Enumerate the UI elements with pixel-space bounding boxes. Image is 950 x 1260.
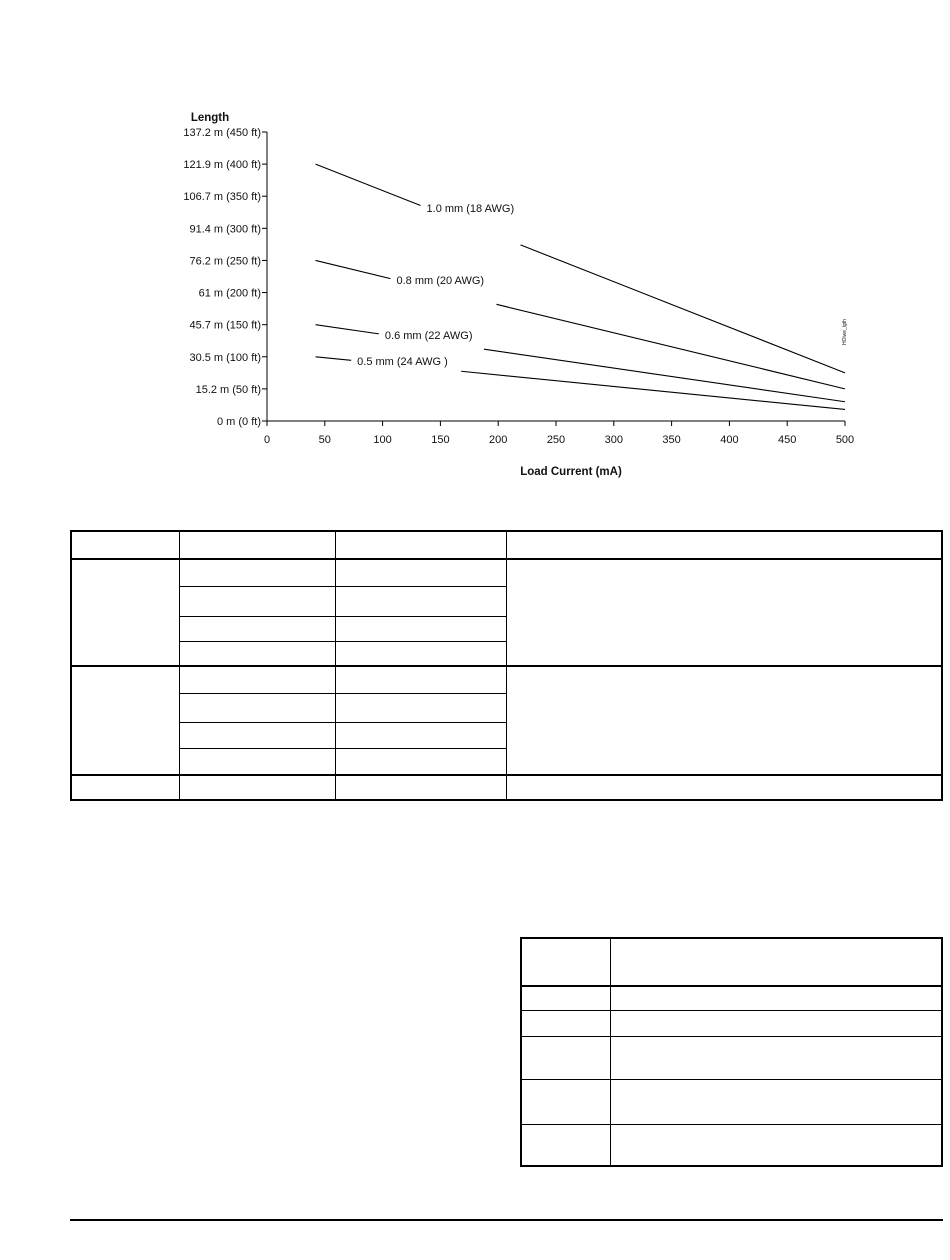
- series-label: 1.0 mm (18 AWG): [426, 202, 515, 215]
- y-tick-label: 91.4 m (300 ft): [189, 223, 261, 236]
- table-cell: [506, 775, 942, 800]
- x-tick-labels: [264, 421, 854, 446]
- chart-axes: [267, 132, 845, 421]
- table-cell: [335, 666, 506, 693]
- table-cell: [179, 693, 335, 722]
- table-cell: [335, 722, 506, 748]
- wire-spec-table: [70, 530, 943, 801]
- table-cell: [335, 693, 506, 722]
- x-tick-label: 150: [431, 434, 450, 446]
- table-row: [71, 775, 942, 800]
- table-row: [521, 1010, 942, 1036]
- y-axis-title: Length: [190, 112, 230, 124]
- x-tick-label: 300: [604, 434, 623, 446]
- table-cell: [506, 559, 942, 666]
- table-cell: [610, 1079, 942, 1124]
- figure-id-watermark: HOiwe_lgth: [842, 319, 848, 345]
- table-row: [521, 1036, 942, 1079]
- table-cell: [179, 748, 335, 775]
- y-tick-labels: [183, 127, 267, 428]
- table-cell: [521, 1010, 610, 1036]
- x-tick-label: 350: [662, 434, 681, 446]
- table-cell: [179, 666, 335, 693]
- x-axis-title: Load Current (mA): [520, 466, 622, 478]
- table-header-cell: [506, 531, 942, 559]
- table-cell: [179, 559, 335, 586]
- terminal-table: [520, 937, 943, 1167]
- series-label: 0.6 mm (22 AWG): [384, 329, 473, 342]
- table-row: [521, 986, 942, 1010]
- table-row: [71, 559, 942, 586]
- table-cell: [179, 586, 335, 616]
- y-tick-label: 106.7 m (350 ft): [183, 191, 261, 204]
- y-tick-label: 15.2 m (50 ft): [195, 383, 261, 396]
- series-lines: [316, 164, 845, 409]
- x-tick-label: 50: [318, 434, 331, 446]
- series-labels: [357, 203, 514, 368]
- table-cell: [335, 586, 506, 616]
- y-tick-label: 61 m (200 ft): [198, 287, 261, 300]
- y-tick-label: 0 m (0 ft): [216, 416, 261, 428]
- table-header-cell: [610, 938, 942, 986]
- x-tick-label: 500: [835, 434, 855, 446]
- table-cell: [71, 559, 179, 666]
- table-header-row: [521, 938, 942, 986]
- x-tick-label: 200: [489, 434, 508, 446]
- x-tick-label: 0: [263, 434, 271, 446]
- wire-length-chart: [0, 0, 950, 500]
- table-cell: [521, 1124, 610, 1166]
- y-tick-label: 121.9 m (400 ft): [183, 159, 261, 172]
- table-cell: [610, 1036, 942, 1079]
- table-cell: [521, 1079, 610, 1124]
- table-cell: [610, 1010, 942, 1036]
- y-tick-label: 45.7 m (150 ft): [189, 319, 261, 332]
- table-cell: [335, 775, 506, 800]
- x-tick-label: 400: [720, 434, 739, 446]
- y-tick-label: 76.2 m (250 ft): [189, 255, 261, 268]
- table-cell: [506, 666, 942, 775]
- table-cell: [71, 775, 179, 800]
- table-cell: [179, 722, 335, 748]
- table-cell: [179, 775, 335, 800]
- series-label: 0.8 mm (20 AWG): [396, 275, 485, 288]
- table-cell: [335, 616, 506, 641]
- series-label: 0.5 mm (24 AWG ): [357, 355, 448, 368]
- table-header-row: [71, 531, 942, 559]
- table-cell: [335, 748, 506, 775]
- table-cell: [335, 559, 506, 586]
- table-row: [521, 1124, 942, 1166]
- table-cell: [71, 666, 179, 775]
- table-header-cell: [335, 531, 506, 559]
- table-header-cell: [521, 938, 610, 986]
- x-tick-label: 100: [373, 434, 392, 446]
- x-tick-label: 450: [778, 434, 797, 446]
- table-row: [71, 666, 942, 693]
- table-cell: [610, 1124, 942, 1166]
- table-cell: [521, 1036, 610, 1079]
- y-tick-label: 30.5 m (100 ft): [189, 351, 261, 364]
- y-tick-label: 137.2 m (450 ft): [183, 127, 261, 139]
- table-header-cell: [179, 531, 335, 559]
- table-cell: [335, 641, 506, 666]
- table-cell: [179, 616, 335, 641]
- footer-divider: [70, 1219, 943, 1221]
- x-tick-label: 250: [546, 434, 566, 446]
- table-row: [521, 1079, 942, 1124]
- table-cell: [179, 641, 335, 666]
- series-line: [316, 260, 845, 388]
- table-cell: [610, 986, 942, 1010]
- table-header-cell: [71, 531, 179, 559]
- table-cell: [521, 986, 610, 1010]
